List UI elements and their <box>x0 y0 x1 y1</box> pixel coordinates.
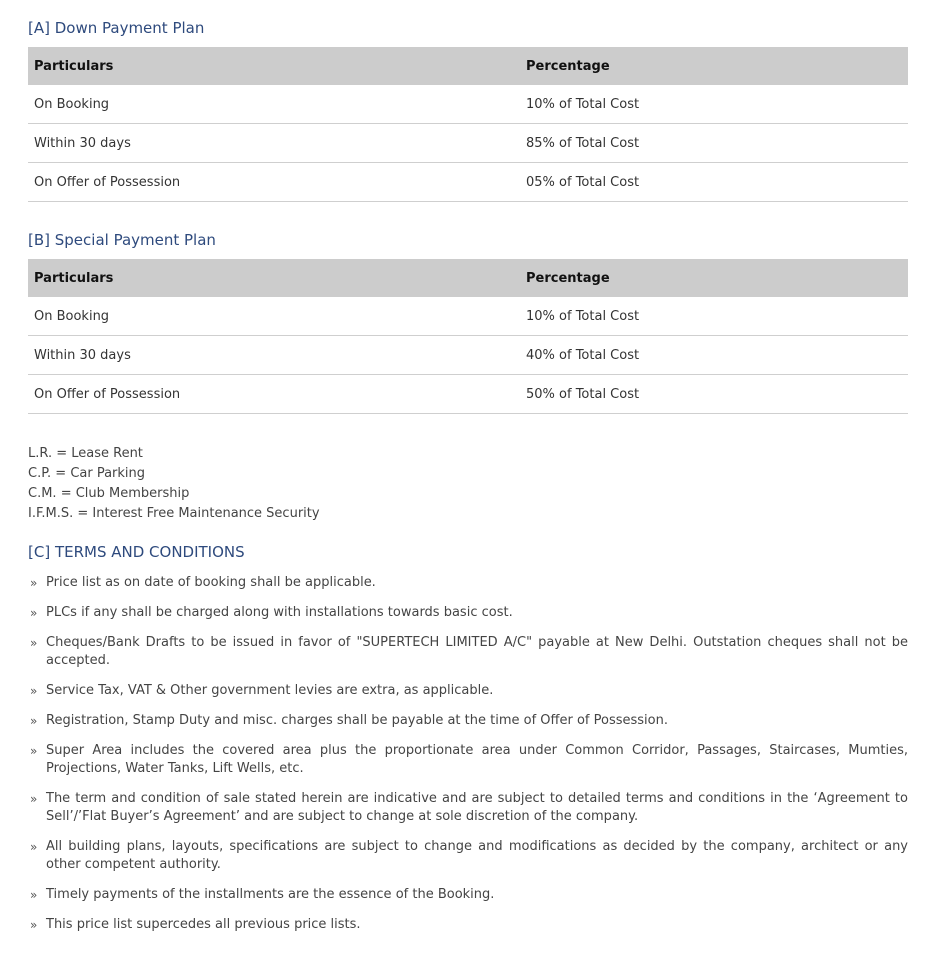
list-item <box>28 790 908 826</box>
particular-cell: On Booking <box>28 297 520 336</box>
term-text: Service Tax, VAT & Other government levies are extra, as applicable. <box>46 683 494 698</box>
term-text: This price list supercedes all previous price lists. <box>46 917 361 932</box>
list-item <box>28 634 908 670</box>
double-chevron-right-icon: » <box>30 636 38 650</box>
double-chevron-right-icon: » <box>30 888 38 902</box>
list-item <box>28 712 908 730</box>
particular-cell: Within 30 days <box>28 124 520 163</box>
percentage-cell: 05% of Total Cost <box>520 163 908 202</box>
plan-a-title: [A] Down Payment Plan <box>28 19 205 37</box>
list-item <box>28 742 908 778</box>
table-row <box>28 85 908 124</box>
term-text: Registration, Stamp Duty and misc. charges shall be payable at the time of Offer of Possession. <box>46 713 668 728</box>
double-chevron-right-icon: » <box>30 684 38 698</box>
column-header-particulars: Particulars <box>28 259 520 297</box>
table-header-row <box>28 47 908 85</box>
table-row <box>28 336 908 375</box>
double-chevron-right-icon: » <box>30 792 38 806</box>
column-header-percentage: Percentage <box>520 47 908 85</box>
percentage-cell: 10% of Total Cost <box>520 297 908 336</box>
double-chevron-right-icon: » <box>30 744 38 758</box>
plan-b-table <box>28 259 908 414</box>
table-row <box>28 124 908 163</box>
term-text: Super Area includes the covered area plus the proportionate area under Common Corridor, Passages, Staircases, Mumties, Projections, Water Tanks, Lift Wells, etc. <box>46 743 908 776</box>
list-item <box>28 838 908 874</box>
term-text: PLCs if any shall be charged along with installations towards basic cost. <box>46 605 513 620</box>
term-text: The term and condition of sale stated herein are indicative and are subject to detailed terms and conditions in the ‘Agreement to Sell’/’Flat Buyer’s Agreement’ and are subject to change at sole discretion of the company. <box>46 791 908 824</box>
plan-a-table <box>28 47 908 202</box>
term-text: Price list as on date of booking shall be applicable. <box>46 575 376 590</box>
table-header-row <box>28 259 908 297</box>
double-chevron-right-icon: » <box>30 918 38 932</box>
abbreviation-item: L.R. = Lease Rent <box>28 446 143 461</box>
term-text: Cheques/Bank Drafts to be issued in favor of "SUPERTECH LIMITED A/C" payable at New Delhi. Outstation cheques shall not be accepted. <box>46 635 908 668</box>
table-row <box>28 297 908 336</box>
list-item <box>28 682 908 700</box>
abbreviation-item: I.F.M.S. = Interest Free Maintenance Security <box>28 506 320 521</box>
percentage-cell: 85% of Total Cost <box>520 124 908 163</box>
terms-title: [C] TERMS AND CONDITIONS <box>28 543 245 561</box>
list-item <box>28 886 908 904</box>
particular-cell: Within 30 days <box>28 336 520 375</box>
double-chevron-right-icon: » <box>30 714 38 728</box>
plan-b-title: [B] Special Payment Plan <box>28 231 216 249</box>
particular-cell: On Offer of Possession <box>28 375 520 414</box>
table-row <box>28 375 908 414</box>
abbreviation-item: C.M. = Club Membership <box>28 486 190 501</box>
double-chevron-right-icon: » <box>30 576 38 590</box>
abbreviation-item: C.P. = Car Parking <box>28 466 146 481</box>
percentage-cell: 10% of Total Cost <box>520 85 908 124</box>
double-chevron-right-icon: » <box>30 606 38 620</box>
term-text: Timely payments of the installments are the essence of the Booking. <box>46 887 495 902</box>
list-item <box>28 574 908 592</box>
column-header-particulars: Particulars <box>28 47 520 85</box>
particular-cell: On Booking <box>28 85 520 124</box>
percentage-cell: 50% of Total Cost <box>520 375 908 414</box>
terms-list <box>28 574 908 946</box>
term-text: All building plans, layouts, specifications are subject to change and modifications as decided by the company, architect or any other competent authority. <box>46 839 908 872</box>
particular-cell: On Offer of Possession <box>28 163 520 202</box>
list-item <box>28 604 908 622</box>
column-header-percentage: Percentage <box>520 259 908 297</box>
abbreviation-list <box>28 444 320 524</box>
list-item <box>28 916 908 934</box>
table-row <box>28 163 908 202</box>
percentage-cell: 40% of Total Cost <box>520 336 908 375</box>
double-chevron-right-icon: » <box>30 840 38 854</box>
